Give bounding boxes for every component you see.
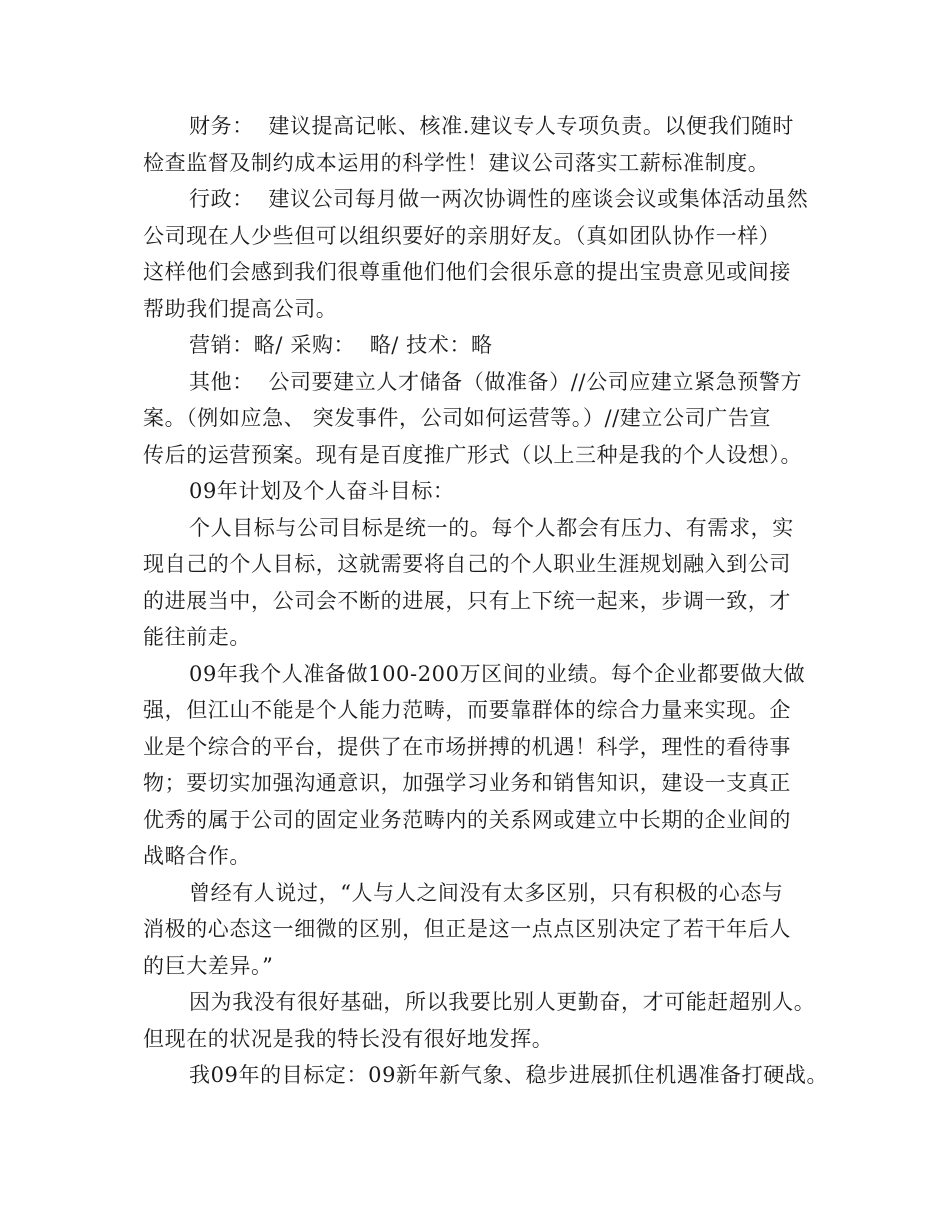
text-line: 帮助我们提高公司。	[143, 296, 338, 321]
text-line: 曾经有人说过，“人与人之间没有太多区别，只有积极的心态与	[189, 880, 784, 905]
text-line: 但现在的状况是我的特长没有很好地发挥。	[143, 1026, 554, 1051]
text-line: 物；要切实加强沟通意识，加强学习业务和销售知识，建设一支真正	[143, 771, 791, 795]
text-line: 09年计划及个人奋斗目标：	[189, 479, 455, 503]
text-line: 案。（例如应急、 突发事件，公司如何运营等。）//建立公司广告宣	[143, 406, 772, 430]
text-line: 优秀的属于公司的固定业务范畴内的关系网或建立中长期的企业间的	[143, 807, 791, 832]
text-line: 战略合作。	[143, 844, 251, 868]
text-line: 的巨大差异。”	[143, 953, 274, 978]
text-line: 09年我个人准备做100-200万区间的业绩。每个企业都要做大做	[189, 661, 806, 686]
text-line: 营销：略/ 采购： 略/ 技术：略	[189, 333, 493, 357]
text-line: 检查监督及制约成本运用的科学性！建议公司落实工薪标准制度。	[143, 150, 770, 175]
text-line: 现自己的个人目标，这就需要将自己的个人职业生涯规划融入到公司	[143, 552, 791, 576]
text-line: 因为我没有很好基础，所以我要比别人更勤奋，才可能赶超别人。	[189, 990, 816, 1014]
text-line: 业是个综合的平台，提供了在市场拼搏的机遇！科学，理性的看待事	[143, 734, 791, 759]
text-line: 行政： 建议公司每月做一两次协调性的座谈会议或集体活动虽然	[189, 187, 809, 211]
text-line: 个人目标与公司目标是统一的。每个人都会有压力、有需求，实	[189, 515, 794, 540]
text-line: 我09年的目标定：09新年新气象、稳步进展抓住机遇准备打硬战。	[189, 1063, 829, 1087]
text-line: 这样他们会感到我们很尊重他们他们会很乐意的提出宝贵意见或间接	[143, 260, 791, 284]
text-line: 传后的运营预案。现有是百度推广形式（以上三种是我的个人设想）。	[143, 442, 803, 467]
document-body	[143, 108, 843, 1094]
text-line: 财务： 建议提高记帐、核准.建议专人专项负责。以便我们随时	[189, 114, 795, 138]
text-line: 公司现在人少些但可以组织要好的亲朋好友。（真如团队协作一样）	[143, 223, 781, 248]
text-line: 的进展当中，公司会不断的进展，只有上下统一起来，步调一致，才	[143, 588, 791, 613]
text-line: 强，但江山不能是个人能力范畴，而要靠群体的综合力量来实现。企	[143, 698, 791, 722]
text-line: 其他： 公司要建立人才储备（做准备）//公司应建立紧急预警方	[189, 369, 803, 394]
text-line: 能往前走。	[143, 625, 251, 649]
text-line: 消极的心态这一细微的区别，但正是这一点点区别决定了若干年后人	[143, 917, 791, 941]
